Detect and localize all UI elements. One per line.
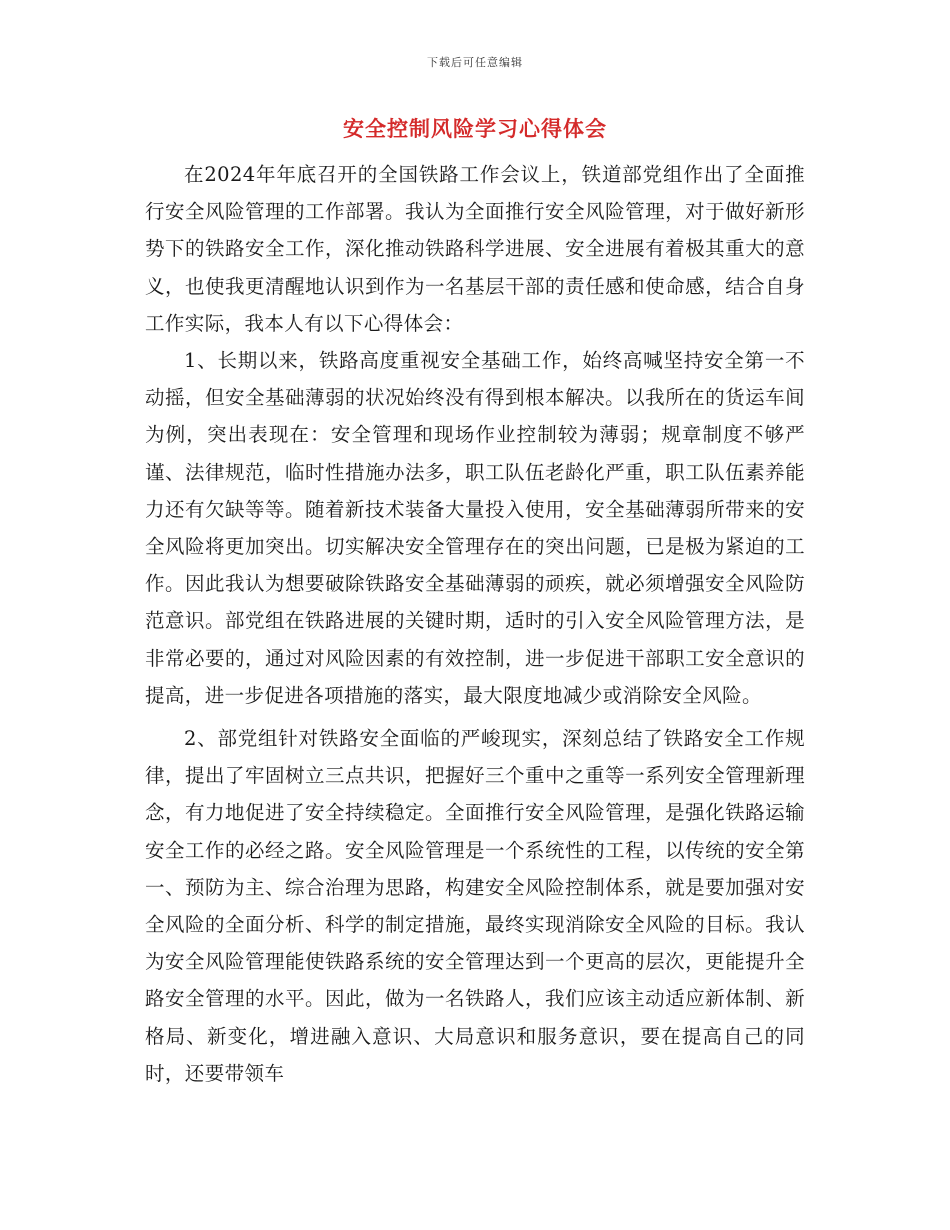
paragraph-point-1: 1、长期以来，铁路高度重视安全基础工作，始终高喊坚持安全第一不动摇，但安全基础薄弱的状况始终没有得到根本解决。以我所在的货运车间为例，突出表现在：安全管理和现场作业控制较为薄弱；规章制度不够严谨、法律规范，临时性措施办法多，职工队伍老龄化严重，职工队伍素养能力还有欠缺等等。随着新技术装备大量投入使用，安全基础薄弱所带来的安全风险将更加突出。切实解决安全管理存在的突出问题，已是极为紧迫的工作。因此我认为想要破除铁路安全基础薄弱的顽疾，就必须增强安全风险防范意识。部党组在铁路进展的关键时期，适时的引入安全风险管理方法，是非常必要的，通过对风险因素的有效控制，进一步促进干部职工安全意识的提高，进一步促进各项措施的落实，最大限度地减少或消除安全风险。 bbox=[145, 349, 805, 707]
header-note: 下载后可任意编辑 bbox=[427, 56, 523, 69]
paragraph-intro: 在2024年年底召开的全国铁路工作会议上，铁道部党组作出了全面推行安全风险管理的工作部署。我认为全面推行安全风险管理，对于做好新形势下的铁路安全工作，深化推动铁路科学进展、安全进展有着极其重大的意义，也使我更清醒地认识到作为一名基层干部的责任感和使命感，结合自身工作实际，我本人有以下心得体会： bbox=[145, 163, 805, 335]
paragraph-point-2: 2、部党组针对铁路安全面临的严峻现实，深刻总结了铁路安全工作规律，提出了牢固树立三点共识，把握好三个重中之重等一系列安全管理新理念，有力地促进了安全持续稳定。全面推行安全风险管理，是强化铁路运输安全工作的必经之路。安全风险管理是一个系统性的工程，以传统的安全第一、预防为主、综合治理为思路，构建安全风险控制体系，就是要加强对安全风险的全面分析、科学的制定措施，最终实现消除安全风险的目标。我认为安全风险管理能使铁路系统的安全管理达到一个更高的层次，更能提升全路安全管理的水平。因此，做为一名铁路人，我们应该主动适应新体制、新格局、新变化，增进融入意识、大局意识和服务意识，要在提高自己的同时，还要带领车 bbox=[145, 727, 805, 1085]
document-title: 安全控制风险学习心得体会 bbox=[343, 116, 607, 141]
document-body bbox=[145, 156, 805, 1092]
